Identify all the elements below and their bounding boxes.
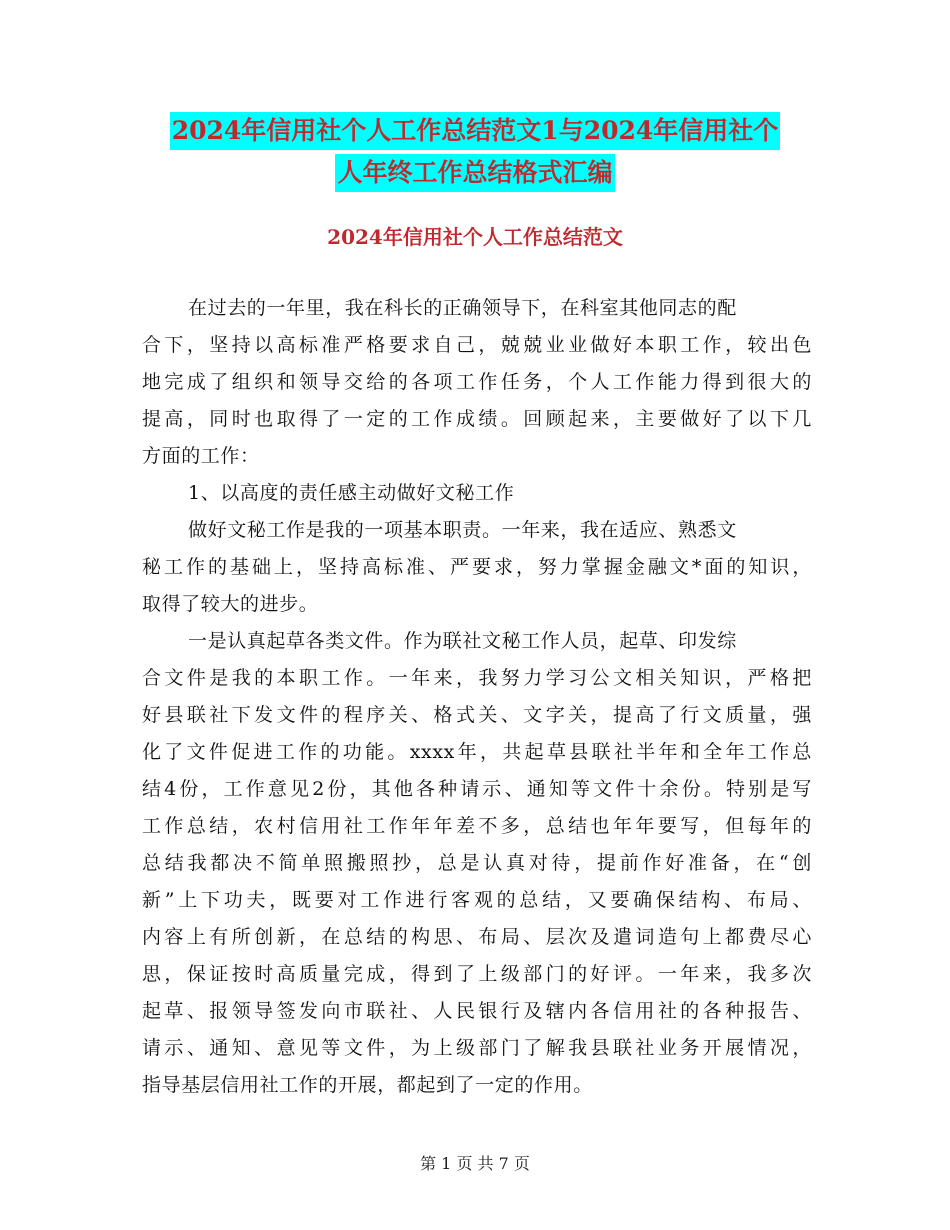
paragraph-line: 好县联社下发文件的程序关、格式关、文字关，提高了行文质量，强	[142, 704, 812, 726]
section-heading: 2024年信用社个人工作总结范文	[327, 225, 623, 249]
document-title	[140, 112, 810, 192]
paragraph-line: 工作总结，农村信用社工作年年差不多，总结也年年要写，但每年的	[142, 815, 812, 837]
paragraph-line: 思，保证按时高质量完成，得到了上级部门的好评。一年来，我多次	[142, 963, 812, 985]
paragraph-line: 合下，坚持以高标准严格要求自己，兢兢业业做好本职工作，较出色	[142, 334, 812, 356]
paragraph-line: 地完成了组织和领导交给的各项工作任务，个人工作能力得到很大的	[142, 371, 812, 393]
paragraph-line: 取得了较大的进步。	[142, 593, 319, 615]
paragraph-line: 新”上下功夫，既要对工作进行客观的总结，又要确保结构、布局、	[142, 889, 812, 911]
paragraph-line: 结4份，工作意见2份，其他各种请示、通知等文件十余份。特别是写	[142, 778, 812, 800]
paragraph-line: 请示、通知、意见等文件，为上级部门了解我县联社业务开展情况，	[142, 1037, 812, 1059]
paragraph-line: 起草、报领导签发向市联社、人民银行及辖内各信用社的各种报告、	[142, 1000, 812, 1022]
paragraph-line: 化了文件促进工作的功能。xxxx年，共起草县联社半年和全年工作总	[142, 741, 812, 763]
paragraph-line: 方面的工作：	[142, 445, 260, 467]
paragraph-line: 合文件是我的本职工作。一年来，我努力学习公文相关知识，严格把	[142, 667, 812, 689]
paragraph-line: 在过去的一年里，我在科长的正确领导下，在科室其他同志的配	[188, 297, 737, 319]
title-line-2: 人年终工作总结格式汇编	[335, 154, 614, 192]
paragraph-line: 一是认真起草各类文件。作为联社文秘工作人员，起草、印发综	[188, 630, 737, 652]
paragraph-line: 内容上有所创新，在总结的构思、布局、层次及遣词造句上都费尽心	[142, 926, 812, 948]
page-footer: 第 1 页 共 7 页	[420, 1154, 530, 1173]
paragraph-line: 提高，同时也取得了一定的工作成绩。回顾起来，主要做好了以下几	[142, 408, 812, 430]
paragraph-line: 总结我都决不简单照搬照抄，总是认真对待，提前作好准备，在“创	[142, 852, 812, 874]
body-text	[142, 290, 812, 1104]
title-line-1: 2024年信用社个人工作总结范文1与2024年信用社个	[170, 112, 781, 150]
section-item-heading: 1、以高度的责任感主动做好文秘工作	[188, 482, 515, 504]
paragraph-line: 秘工作的基础上，坚持高标准、严要求，努力掌握金融文*面的知识，	[142, 556, 812, 578]
paragraph-line: 做好文秘工作是我的一项基本职责。一年来，我在适应、熟悉文	[188, 519, 737, 541]
paragraph-line: 指导基层信用社工作的开展，都起到了一定的作用。	[142, 1074, 593, 1096]
